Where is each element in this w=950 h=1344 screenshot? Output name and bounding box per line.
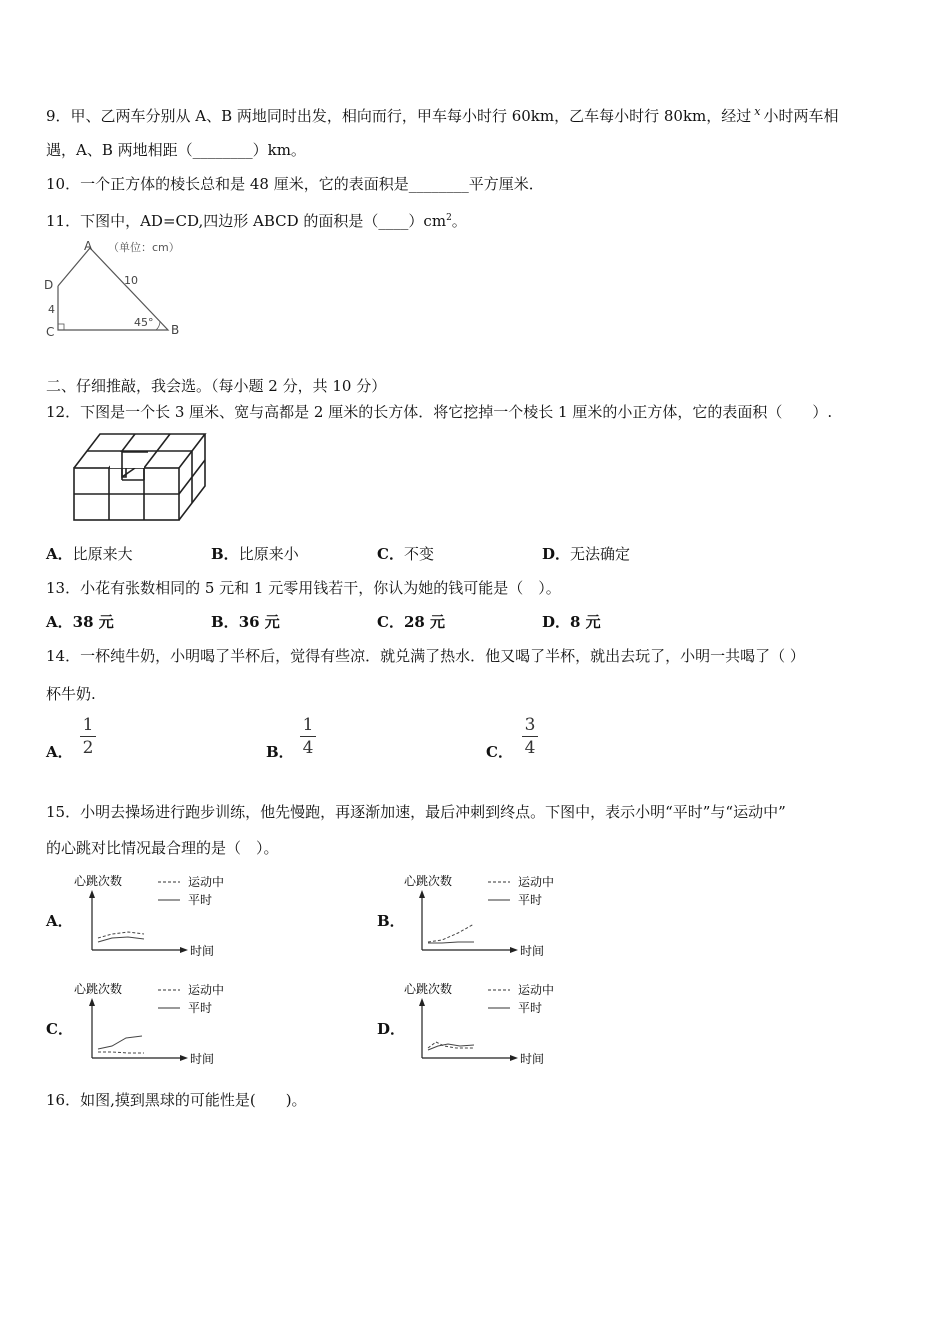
q14-option-c[interactable]	[486, 742, 513, 762]
numerator: 1	[82, 715, 94, 735]
denominator: 2	[82, 738, 94, 758]
legend-dashed-label: 运动中	[518, 875, 555, 889]
q15-chart-c	[72, 978, 242, 1070]
length-cd: 4	[48, 303, 55, 316]
q12-option-c[interactable]	[377, 544, 434, 564]
y-axis-label: 心跳次数	[74, 982, 123, 996]
y-axis-arrow	[419, 998, 425, 1006]
q9-variable: x	[754, 105, 761, 118]
series-normal	[428, 942, 474, 943]
angle-label: 45°	[134, 316, 154, 329]
q14-option-b[interactable]	[266, 742, 294, 762]
option-label: B．	[266, 743, 294, 761]
q14-option-a[interactable]	[46, 742, 73, 762]
legend-dashed-label: 运动中	[188, 983, 225, 997]
q13-option-a[interactable]	[46, 612, 114, 632]
option-text: 36 元	[238, 613, 280, 631]
label-c: C	[46, 325, 55, 339]
option-text: 比原来大	[72, 545, 133, 563]
legend-solid-label: 平时	[188, 1001, 213, 1015]
q15-option-b[interactable]: B．	[377, 912, 405, 930]
section2-title: 二、仔细推敲，我会选。（每小题 2 分，共 10 分）	[46, 377, 387, 395]
x-axis-label: 时间	[190, 1052, 215, 1066]
x-axis-label: 时间	[190, 944, 215, 958]
option-label: C．	[486, 743, 513, 761]
series-exercise	[98, 1052, 144, 1053]
denominator: 4	[524, 738, 536, 758]
q13-option-b[interactable]	[211, 612, 280, 632]
legend-dashed-label: 运动中	[518, 983, 555, 997]
q15-option-c[interactable]: C．	[46, 1020, 73, 1038]
q14-option-a-fraction	[80, 716, 96, 757]
q11-figure-trapezoid	[40, 236, 210, 342]
q9-text-b: 小时两车相	[763, 107, 839, 125]
option-label: B．	[211, 545, 239, 563]
legend-solid-label: 平时	[518, 893, 543, 907]
q11-superscript: 2	[446, 213, 452, 223]
option-label: D．	[542, 613, 571, 631]
option-label: C．	[377, 613, 404, 631]
q11-text-tail: 。	[451, 212, 467, 230]
y-axis-arrow	[89, 998, 95, 1006]
option-text: 8 元	[570, 613, 601, 631]
option-label: D．	[542, 545, 571, 563]
length-ab: 10	[124, 274, 138, 287]
q13-option-c[interactable]	[377, 612, 445, 632]
q11-text	[46, 208, 467, 231]
q15-chart-d	[402, 978, 572, 1070]
q9-text-a: 9．甲、乙两车分别从 A、B 两地同时出发，相向而行，甲车每小时行 60km，乙车每小时行 80km，经过	[46, 107, 752, 125]
q10-text: 10．一个正方体的棱长总和是 48 厘米，它的表面积是________平方厘米．	[46, 175, 544, 193]
option-label: C．	[377, 545, 404, 563]
q14-line2: 杯牛奶.	[46, 685, 96, 703]
label-b: B	[171, 323, 180, 337]
denominator: 4	[302, 738, 314, 758]
label-a: A	[84, 239, 93, 253]
option-label: B．	[211, 613, 239, 631]
option-label: A．	[46, 613, 73, 631]
x-axis-label: 时间	[520, 1052, 545, 1066]
q15-option-d[interactable]: D．	[377, 1020, 406, 1038]
q15-option-a[interactable]: A．	[46, 912, 73, 930]
legend-dashed-label: 运动中	[188, 875, 225, 889]
q12-figure-cuboid	[70, 430, 210, 524]
q12-option-b[interactable]	[211, 544, 299, 564]
legend-solid-label: 平时	[518, 1001, 543, 1015]
series-exercise	[428, 924, 474, 942]
right-angle-mark	[58, 324, 64, 330]
option-label: A．	[46, 743, 73, 761]
unit-label: （单位：cm）	[108, 241, 180, 254]
q9-line1	[46, 102, 839, 126]
numerator: 1	[302, 715, 314, 735]
option-text: 不变	[403, 545, 434, 563]
angle-arc	[156, 321, 160, 330]
notch-bottom	[122, 468, 135, 477]
q11-text-main: 11．下图中，AD=CD,四边形 ABCD 的面积是（____）cm	[46, 212, 447, 230]
q13-text: 13．小花有张数相同的 5 元和 1 元零用钱若干，你认为她的钱可能是（ ）。	[46, 579, 561, 597]
q15-chart-a	[72, 870, 242, 962]
q15-line1: 15．小明去操场进行跑步训练，他先慢跑，再逐渐加速，最后冲刺到终点。下图中，表示小明“平时”与“运动中”	[46, 803, 786, 821]
x-axis-arrow	[510, 947, 518, 953]
legend-solid-label: 平时	[188, 893, 213, 907]
option-text: 比原来小	[238, 545, 299, 563]
y-axis-arrow	[419, 890, 425, 898]
q12-option-a[interactable]	[46, 544, 133, 564]
option-text: 无法确定	[570, 545, 631, 563]
q15-chart-b	[402, 870, 572, 962]
q14-option-b-fraction	[300, 716, 316, 757]
x-axis-arrow	[180, 1055, 188, 1061]
label-d: D	[44, 278, 54, 292]
x-axis-arrow	[180, 947, 188, 953]
q14-option-c-fraction	[522, 716, 538, 757]
series-normal	[98, 937, 144, 942]
numerator: 3	[524, 715, 536, 735]
q15-line2: 的心跳对比情况最合理的是（ ）。	[46, 839, 279, 857]
option-label: A．	[46, 545, 73, 563]
option-text: 28 元	[403, 613, 446, 631]
q16-text: 16．如图,摸到黑球的可能性是( )。	[46, 1091, 307, 1109]
y-axis-arrow	[89, 890, 95, 898]
q13-option-d[interactable]	[542, 612, 601, 632]
q12-option-d[interactable]	[542, 544, 630, 564]
y-axis-label: 心跳次数	[404, 874, 453, 888]
q9-line2: 遇，A、B 两地相距（________）km。	[46, 141, 306, 159]
x-axis-label: 时间	[520, 944, 545, 958]
q12-text: 12．下图是一个长 3 厘米、宽与高都是 2 厘米的长方体．将它挖掉一个棱长 1 厘米的小正方体，它的表面积（ ）.	[46, 403, 833, 421]
y-axis-label: 心跳次数	[404, 982, 453, 996]
notch-cover	[110, 452, 144, 468]
x-axis-arrow	[510, 1055, 518, 1061]
option-text: 38 元	[72, 613, 114, 631]
q14-line1: 14．一杯纯牛奶，小明喝了半杯后，觉得有些凉．就兑满了热水．他又喝了半杯，就出去玩了，小明一共喝了（ ）	[46, 647, 805, 665]
y-axis-label: 心跳次数	[74, 874, 123, 888]
series-normal	[98, 1036, 142, 1049]
